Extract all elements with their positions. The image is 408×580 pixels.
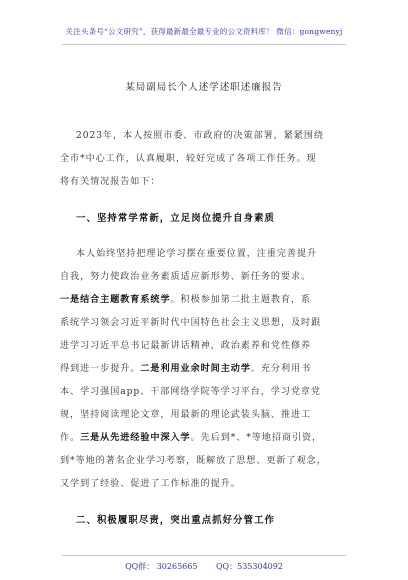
body-line: 2023年，本人按照市委、市政府的决策部署，紧紧围绕 [76,131,324,141]
body-line: 本人始终坚持把理论学习摆在重要位置，注重完善提升 [76,249,318,259]
body-line: 进学习习近平总书记最新讲话精神，政治素养和党性修养 [60,341,312,351]
header-rule [62,44,346,45]
body-line: 将有关情况报告如下： [60,177,161,187]
body-line: 自我，努力使政治业务素质适应新形势、新任务的要求。 [60,272,312,282]
bold-lead: 三是从先进经验中深入学 [80,432,191,443]
body-line: 又学到了经验、促进了工作标准的提升。 [60,479,241,489]
body-line: 规，坚持阅读理论文章，用最新的理论武装头脑、推进工 [60,410,312,420]
body-line: 到*等地的著名企业学习考察，既解放了思想、更新了观念， [60,456,327,466]
body-line: 一是结合主题教育系统学。积极参加第二批主题教育，系 [60,294,312,305]
bold-lead: 二是利用业余时间主动学 [140,363,251,374]
bold-lead: 一是结合主题教育系统学 [60,294,171,305]
document-title: 某局副局长个人述学述职述廉报告 [125,82,283,93]
section-heading: 二、积极履职尽责，突出重点抓好分管工作 [76,515,276,526]
body-line: 全市*中心工作，认真履职，较好完成了各项工作任务。现 [60,154,317,164]
body-line: 系统学习领会习近平新时代中国特色社会主义思想，及时跟 [60,318,322,328]
section-heading: 一、坚持常学常新，立足岗位提升自身素质 [76,213,276,224]
body-line: 得到进一步提升。二是利用业余时间主动学。充分利用书 [60,363,312,374]
footer-rule [62,555,346,556]
footer-qq-group: QQ群： 30265665 [125,562,198,571]
footer-qq: QQ：535304092 [216,562,283,571]
body-line: 作。三是从先进经验中深入学。先后到*、*等地招商引资， [60,432,323,443]
body-line: 本、学习强国app、干部网络学院等学习平台，学习党章党 [60,387,321,397]
header-banner: 关注头条号“公文研究”，获得最新最全最专业的公文资料库！ 微信：gongwenyj [65,27,343,36]
footer [0,561,408,572]
